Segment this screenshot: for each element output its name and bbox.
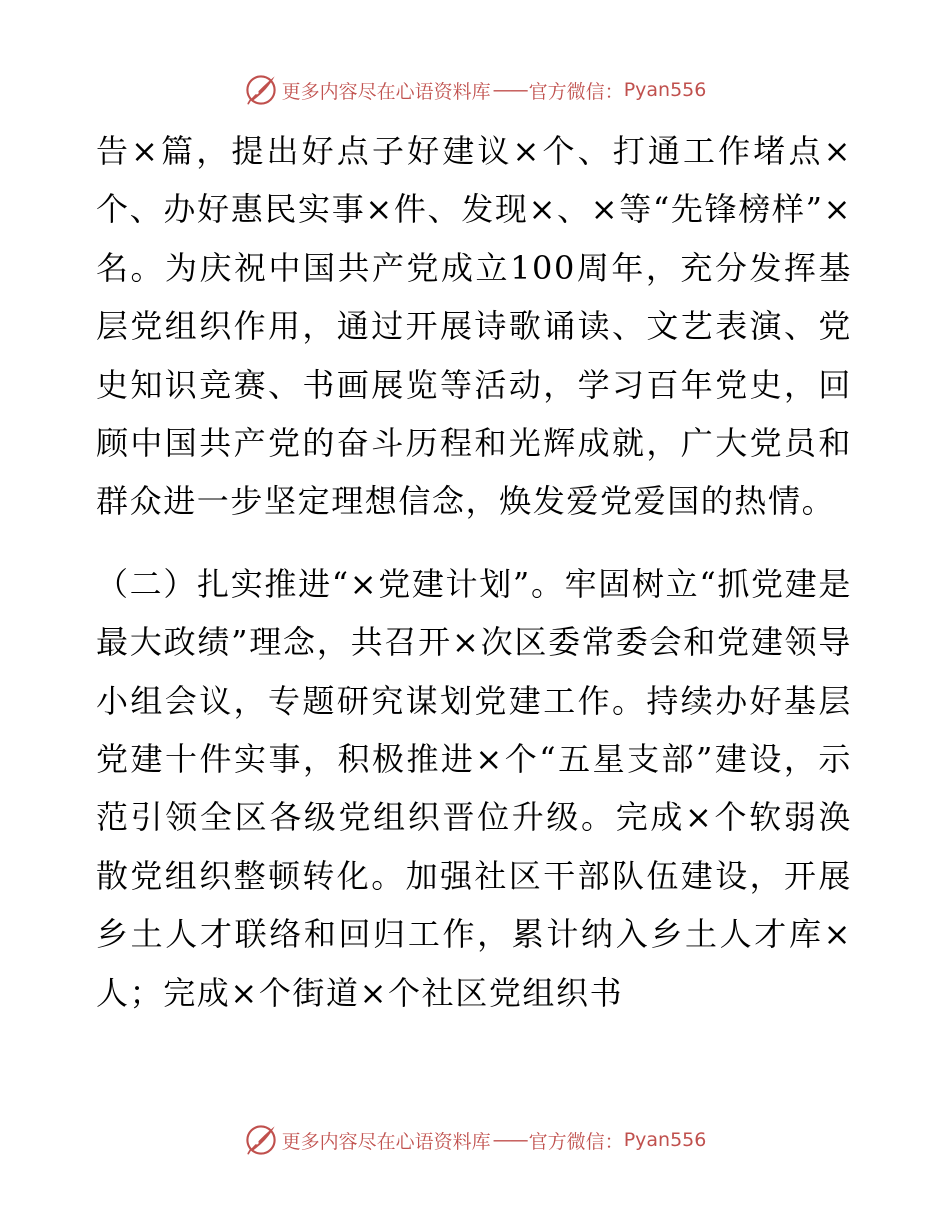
- paragraph-1: 告×篇，提出好点子好建议×个、打通工作堵点×个、办好惠民实事×件、发现×、×等“先锋榜样”×名。为庆祝中国共产党成立100周年，充分发挥基层党组织作用，通过开展诗歌诵读、文艺表演、党史知识竞赛、书画展览等活动，学习百年党史，回顾中国共产党的奋斗历程和光辉成就，广大党员和群众进一步坚定理想信念，焕发爱党爱国的热情。: [96, 132, 852, 521]
- quill-pen-icon: [244, 73, 278, 107]
- watermark-wechat-id: Pyan556: [623, 1129, 707, 1151]
- paragraph-2: （二）扎实推进“×党建计划”。牢固树立“抓党建是最大政绩”理念，共召开×次区委常委会和党建领导小组会议，专题研究谋划党建工作。持续办好基层党建十件实事，积极推进×个“五星支部”建设，示范引领全区各级党组织晋位升级。完成×个软弱涣散党组织整顿转化。加强社区干部队伍建设，开展乡土人才联络和回归工作，累计纳入乡土人才库×人；完成×个街道×个社区党组织书: [96, 564, 852, 1012]
- watermark-text: 更多内容尽在心语资料库: [281, 1130, 491, 1153]
- quill-pen-icon: [244, 1123, 278, 1157]
- watermark-wechat-label: 官方微信：: [528, 1130, 624, 1153]
- header-watermark: [0, 70, 950, 110]
- watermark-dash: ——: [492, 79, 527, 101]
- watermark-wechat-id: Pyan556: [623, 79, 707, 101]
- watermark-wechat-label: 官方微信：: [528, 80, 624, 103]
- watermark-dash: ——: [492, 1129, 527, 1151]
- document-body: [96, 122, 852, 1022]
- footer-watermark: [0, 1120, 950, 1160]
- watermark-text: 更多内容尽在心语资料库: [281, 80, 491, 103]
